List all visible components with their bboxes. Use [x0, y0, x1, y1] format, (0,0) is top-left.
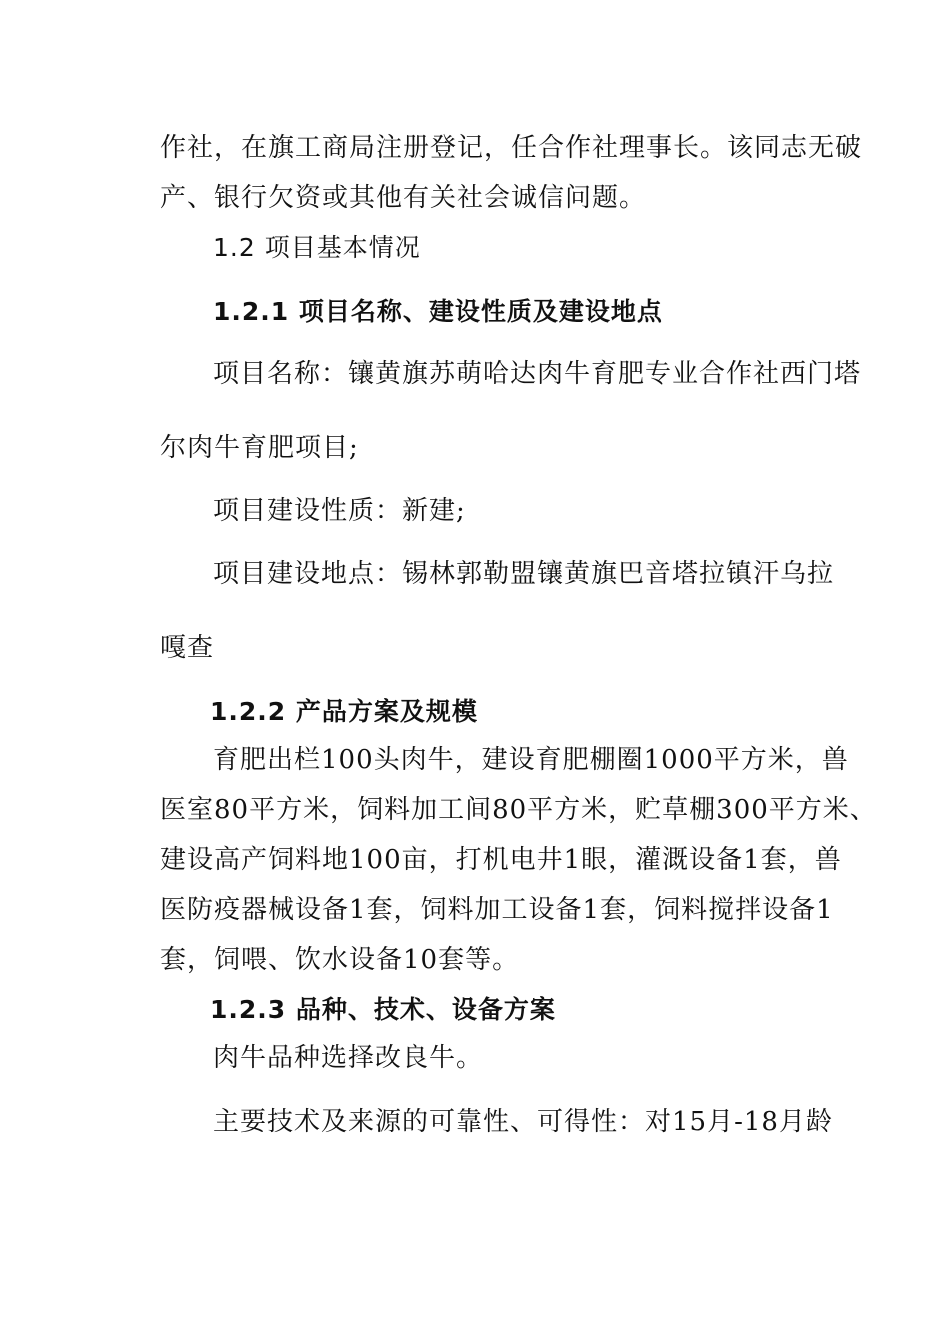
paragraph-line: 作社，在旗工商局注册登记，任合作社理事长。该同志无破	[160, 133, 863, 163]
paragraph-line: 产、银行欠资或其他有关社会诚信问题。	[160, 183, 647, 213]
section-heading: 1.2 项目基本情况	[213, 233, 421, 262]
subsection-heading: 1.2.1 项目名称、建设性质及建设地点	[213, 297, 663, 326]
paragraph-line: 育肥出栏100头肉牛，建设育肥棚圈1000平方米，兽	[213, 745, 849, 775]
subsection-heading: 1.2.2 产品方案及规模	[210, 697, 478, 726]
paragraph-line: 医室80平方米，饲料加工间80平方米，贮草棚300平方米、	[160, 795, 877, 825]
paragraph-line: 尔肉牛育肥项目;	[160, 433, 359, 463]
paragraph-line: 建设高产饲料地100亩，打机电井1眼，灌溉设备1套，兽	[160, 845, 842, 875]
paragraph-line: 项目建设性质：新建;	[213, 496, 466, 526]
paragraph-line: 主要技术及来源的可靠性、可得性：对15月-18月龄	[213, 1107, 833, 1137]
paragraph-line: 嘎查	[160, 633, 215, 663]
paragraph-line: 项目名称：镶黄旗苏萌哈达肉牛育肥专业合作社西门塔	[213, 359, 862, 389]
paragraph-line: 项目建设地点：锡林郭勒盟镶黄旗巴音塔拉镇汗乌拉	[213, 559, 835, 589]
paragraph-line: 肉牛品种选择改良牛。	[213, 1043, 484, 1073]
paragraph-line: 套，饲喂、饮水设备10套等。	[160, 945, 520, 975]
subsection-heading: 1.2.3 品种、技术、设备方案	[210, 995, 556, 1024]
paragraph-line: 医防疫器械设备1套，饲料加工设备1套，饲料搅拌设备1	[160, 895, 834, 925]
